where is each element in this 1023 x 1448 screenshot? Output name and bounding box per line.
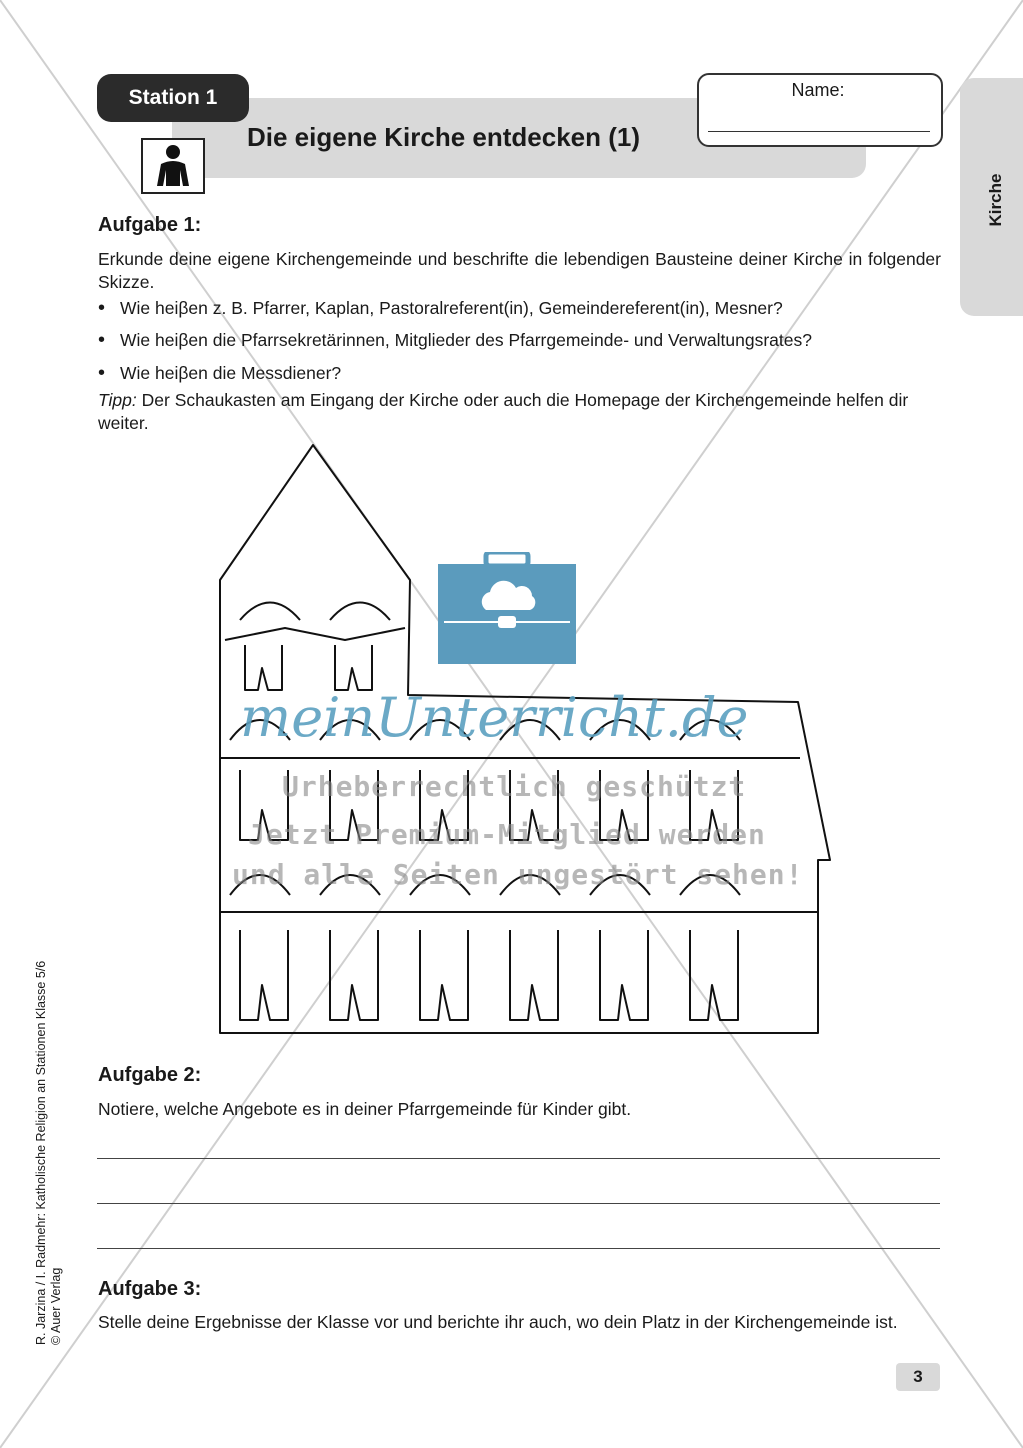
task1-bullet-3: • Wie heiβen die Messdiener? xyxy=(98,362,940,385)
watermark-line-2: Jetzt Premium-Mitglied werden xyxy=(248,818,766,851)
task3-text: Stelle deine Ergebnisse der Klasse vor und berichte ihr auch, wo dein Platz in der Kirchengemeinde ist. xyxy=(98,1312,898,1332)
credit-line-1: R. Jarzina / I. Radmehr: Katholische Religion an Stationen Klasse 5/6 xyxy=(34,960,48,1345)
watermark-line-1: Urheberrechtlich geschützt xyxy=(282,770,747,803)
tip-label: Tipp: xyxy=(98,390,137,410)
station-badge: Station 1 xyxy=(97,74,249,122)
tip-text: Der Schaukasten am Eingang der Kirche oder auch die Homepage der Kirchengemeinde helfen dir weiter. xyxy=(98,390,909,433)
name-write-line[interactable] xyxy=(708,131,930,132)
task1-heading: Aufgabe 1: xyxy=(98,214,202,236)
publisher-credit xyxy=(34,961,64,1345)
task2-heading: Aufgabe 2: xyxy=(98,1064,202,1086)
task2-text: Notiere, welche Angebote es in deiner Pfarrgemeinde für Kinder gibt. xyxy=(98,1099,632,1119)
answer-line-1[interactable] xyxy=(97,1158,940,1159)
task3-heading: Aufgabe 3: xyxy=(98,1278,202,1300)
side-tab-label: Kirche xyxy=(986,173,1005,227)
answer-line-3[interactable] xyxy=(97,1248,940,1249)
page-title: Die eigene Kirche entdecken (1) xyxy=(247,122,641,152)
watermark-line-3: und alle Seiten ungestört sehen! xyxy=(232,858,804,891)
name-label: Name: xyxy=(791,80,845,100)
briefcase-cloud-icon xyxy=(438,552,576,664)
credit-line-2: © Auer Verlag xyxy=(49,1267,63,1345)
task1-bullet-2: • Wie heiβen die Pfarrsekretärinnen, Mitglieder des Pfarrgemeinde- und Verwaltungsrates? xyxy=(98,329,940,352)
watermark-brand: meinUnterricht.de xyxy=(240,686,749,749)
task1-intro: Erkunde deine eigene Kirchengemeinde und beschrifte die lebendigen Bausteine deiner Kirche in folgender Skizze. xyxy=(98,249,941,292)
task1-tip xyxy=(98,389,941,435)
answer-line-2[interactable] xyxy=(97,1203,940,1204)
people-row-3 xyxy=(220,875,818,1020)
page-number: 3 xyxy=(896,1363,940,1391)
individual-work-icon xyxy=(141,138,205,194)
task1-bullet-1: • Wie heiβen z. B. Pfarrer, Kaplan, Pastoralreferent(in), Gemeindereferent(in), Mesner? xyxy=(98,297,940,320)
people-row-1 xyxy=(225,603,405,691)
